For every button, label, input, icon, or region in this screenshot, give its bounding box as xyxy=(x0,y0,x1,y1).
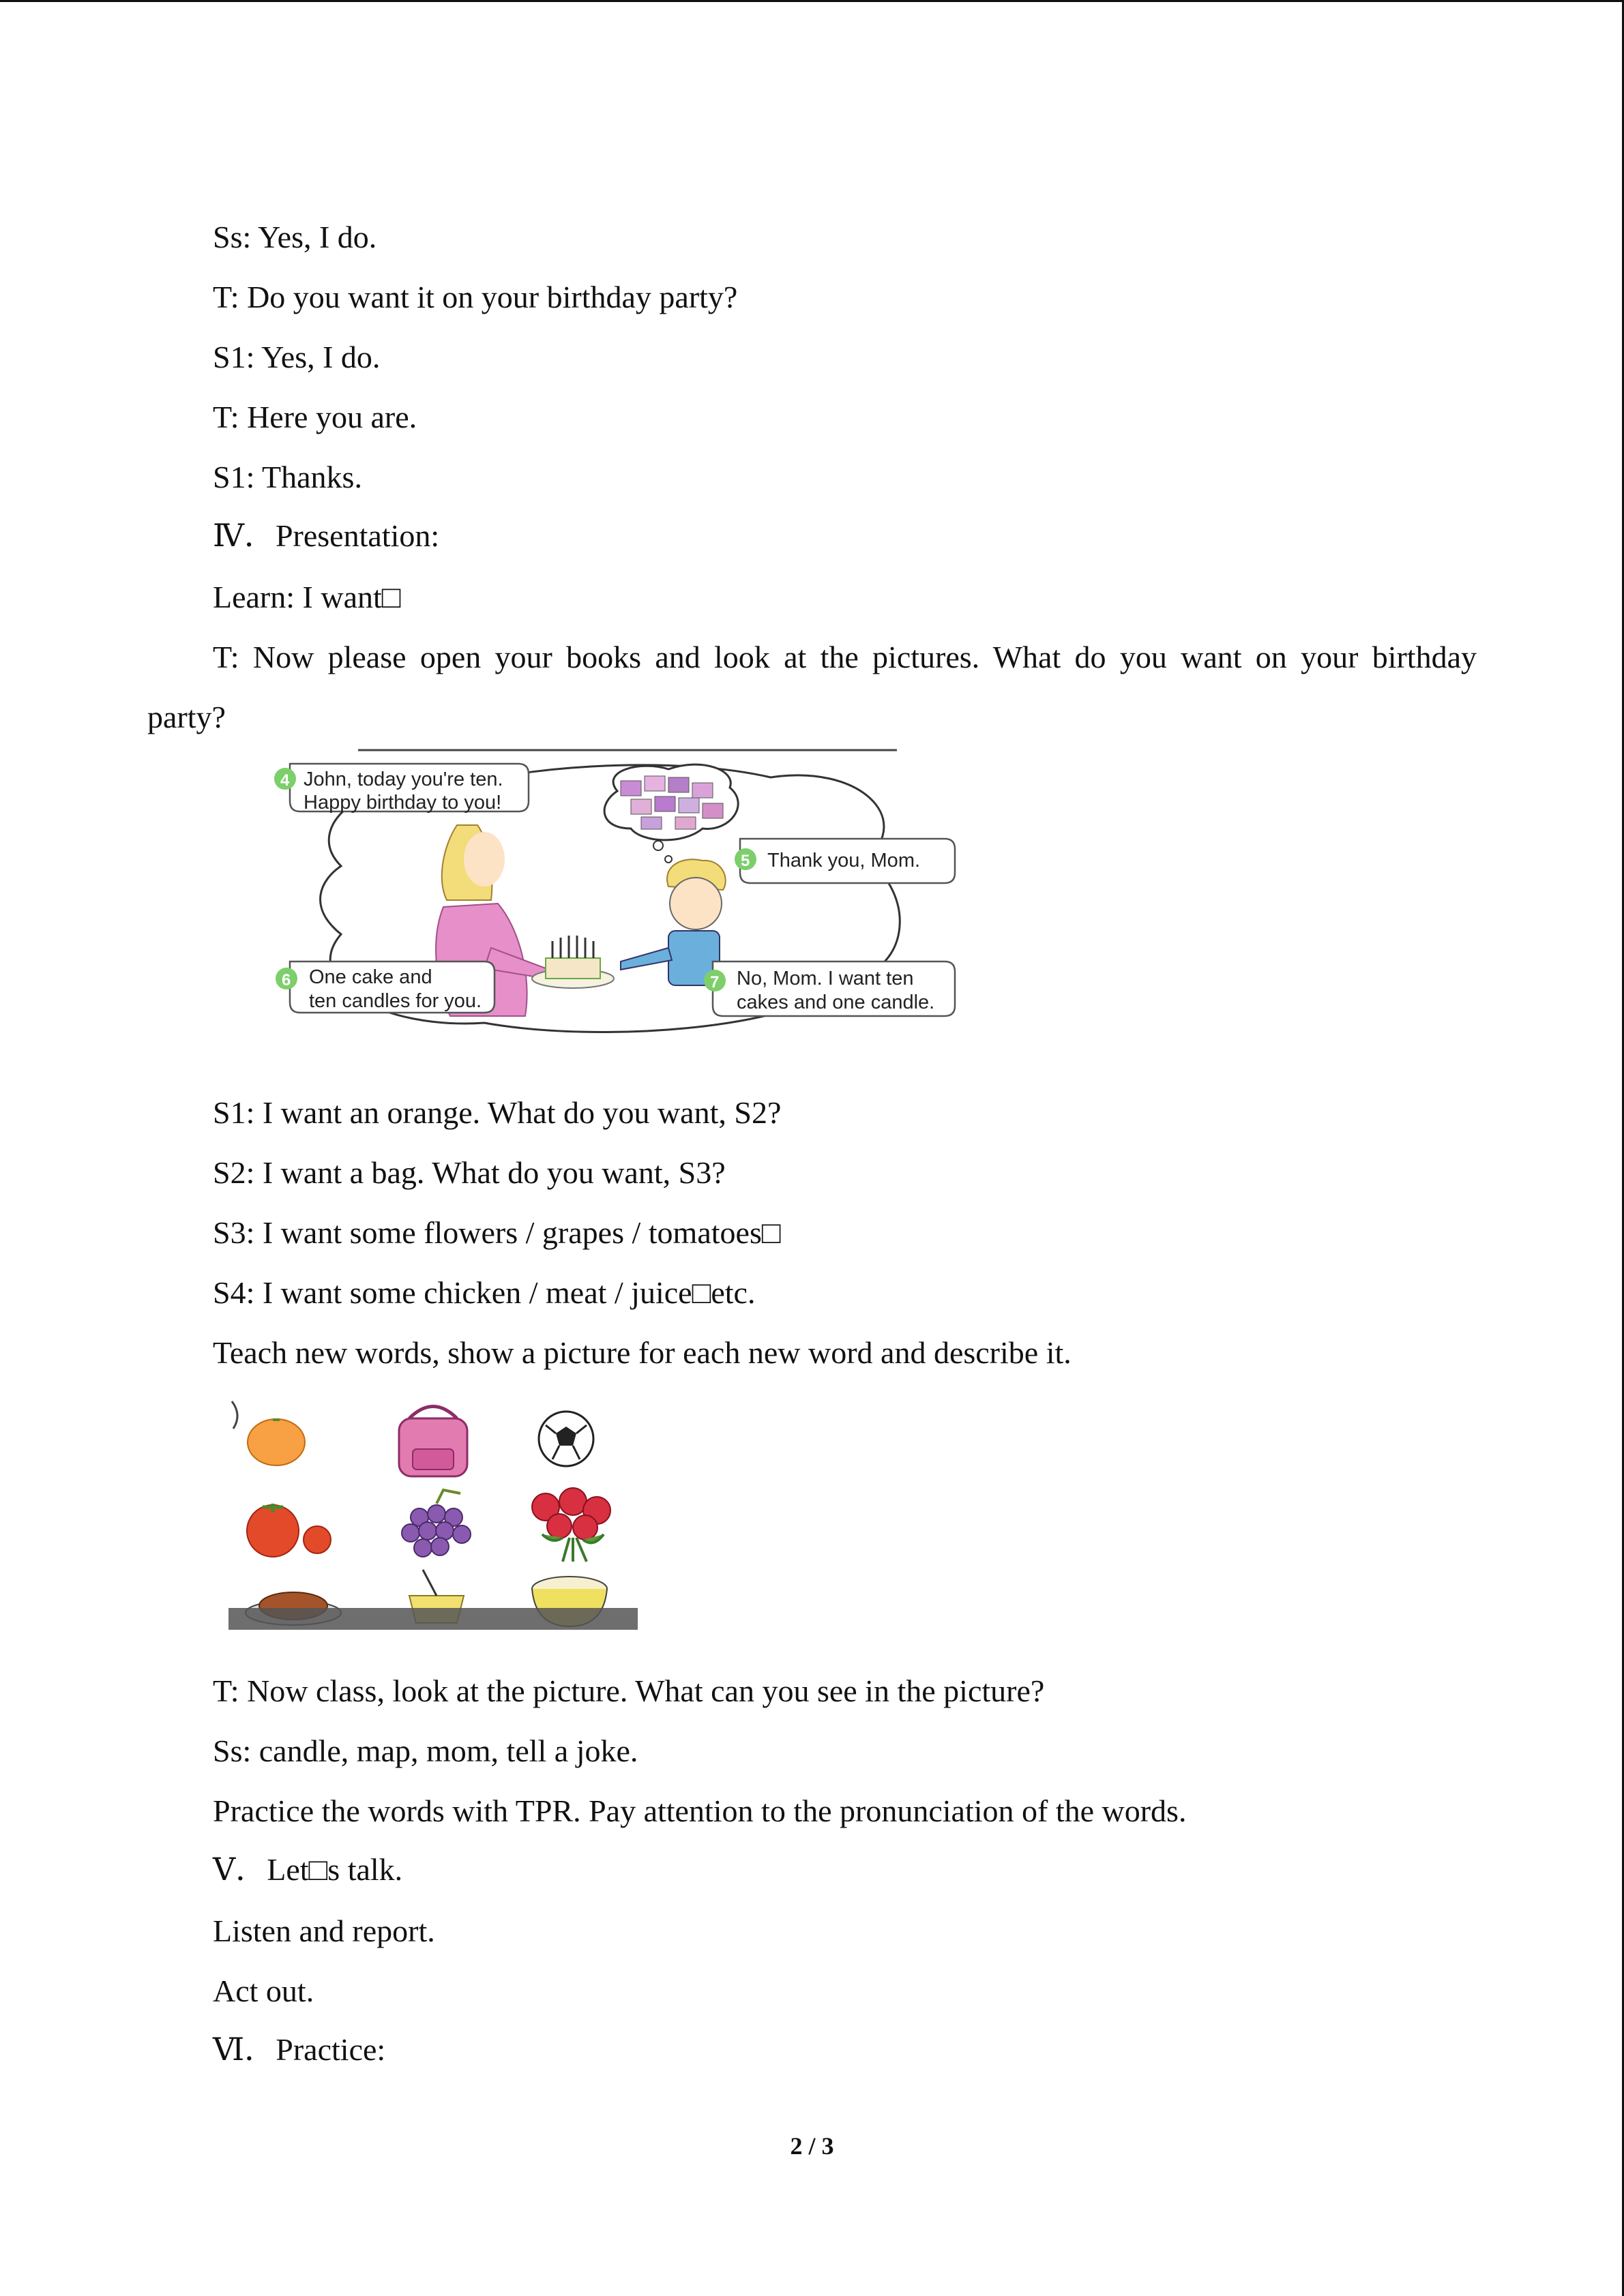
orange-icon xyxy=(248,1419,305,1465)
bubble-6-line-1: One cake and xyxy=(309,966,432,988)
speech-bubble-5 xyxy=(735,839,955,883)
bubble-4-line-1: John, today you're ten. xyxy=(304,769,503,790)
text-paragraph: T: Now please open your books and look at the pictures. What do you want on your birthday xyxy=(213,640,1477,674)
tomatoes-icon xyxy=(247,1504,331,1557)
text-paragraph-continuation: party? xyxy=(147,700,226,734)
bubble-6-line-2: ten candles for you. xyxy=(309,990,482,1012)
text-line: Ss: Yes, I do. xyxy=(213,220,377,254)
text-line: S1: Yes, I do. xyxy=(213,340,381,374)
text-line: T: Do you want it on your birthday party? xyxy=(213,280,738,314)
flowers-icon xyxy=(532,1488,610,1562)
bubble-4-line-2: Happy birthday to you! xyxy=(304,792,502,814)
speech-bubble-4 xyxy=(274,764,529,814)
page-number: 2 / 3 xyxy=(790,2132,834,2160)
vocabulary-pictures-svg xyxy=(225,1391,641,1630)
text-line: Practice the words with TPR. Pay attention to the pronunciation of the words. xyxy=(213,1793,1187,1828)
football-icon xyxy=(539,1412,593,1466)
text-line: Learn: I want□ xyxy=(213,580,401,614)
page-top-border xyxy=(0,0,1624,2)
text-line: S4: I want some chicken / meat / juice□etc. xyxy=(213,1275,756,1310)
bubble-5-number: 5 xyxy=(741,852,750,870)
bubble-4-number: 4 xyxy=(280,771,290,790)
text-line: Listen and report. xyxy=(213,1913,435,1948)
bracket-mark xyxy=(232,1401,237,1429)
text-line: S1: I want an orange. What do you want, S2? xyxy=(213,1095,782,1130)
text-line: T: Now class, look at the picture. What can you see in the picture? xyxy=(213,1673,1045,1708)
bubble-6-number: 6 xyxy=(282,971,291,989)
bubble-5-line-1: Thank you, Mom. xyxy=(767,850,921,871)
vocabulary-pictures-figure xyxy=(225,1391,641,1630)
dream-dot xyxy=(665,856,672,863)
speech-bubble-6 xyxy=(276,961,494,1013)
birthday-comic-svg xyxy=(259,743,969,1043)
text-line: T: Here you are. xyxy=(213,400,417,434)
text-line: Act out. xyxy=(213,1973,314,2008)
text-line: S3: I want some flowers / grapes / tomatoes□ xyxy=(213,1215,781,1250)
speech-bubble-7 xyxy=(704,961,955,1016)
text-line: S2: I want a bag. What do you want, S3? xyxy=(213,1155,726,1190)
text-line: Ss: candle, map, mom, tell a joke. xyxy=(213,1733,638,1768)
grapes-icon xyxy=(402,1490,471,1557)
bubble-7-line-1: No, Mom. I want ten xyxy=(737,968,914,989)
image-caption-bar xyxy=(228,1608,638,1630)
bubble-7-number: 7 xyxy=(710,973,720,992)
text-line: S1: Thanks. xyxy=(213,460,362,494)
section-heading-presentation: Ⅳ．Presentation: xyxy=(213,518,440,553)
schoolbag-icon xyxy=(399,1407,467,1477)
bubble-7-line-2: cakes and one candle. xyxy=(737,992,935,1013)
section-heading-practice: Ⅵ．Practice: xyxy=(213,2032,386,2067)
dream-dot xyxy=(653,841,663,850)
birthday-comic-figure xyxy=(259,743,969,1043)
text-line: Teach new words, show a picture for each new word and describe it. xyxy=(213,1335,1072,1370)
section-heading-lets-talk: Ⅴ．Let□s talk. xyxy=(213,1852,403,1887)
